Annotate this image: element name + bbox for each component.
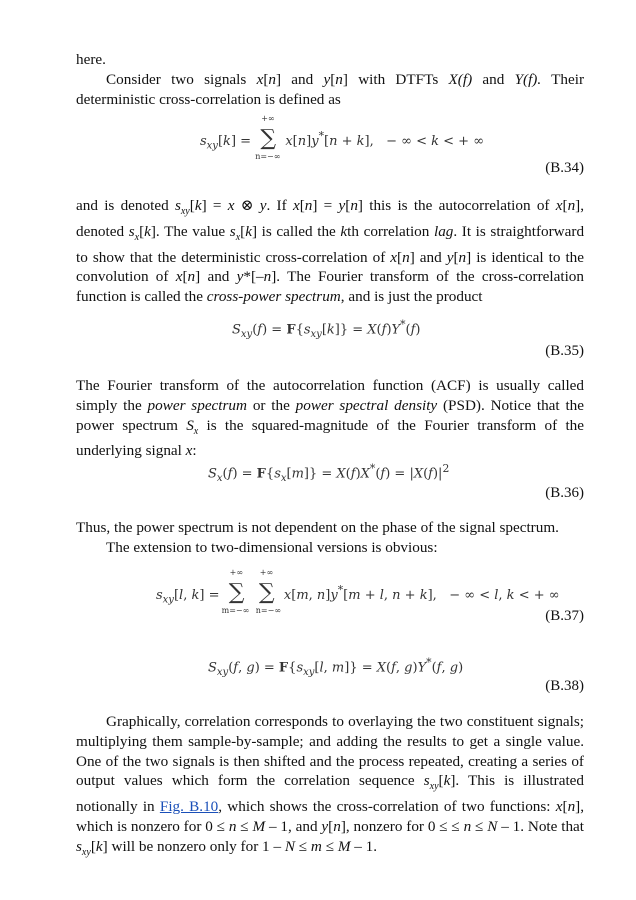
- figure-link[interactable]: Fig. B.10: [159, 798, 219, 816]
- paragraph-graphically: Graphically, correlation corresponds to overlaying the two constituent signals; multiplying them sample-by-sample; and adding the results to get a single value. One of the two signals is then shifted and the process repeated, creating a series of output values which form the correlation sequence $s_{xy}[k]$. This is illustrated notionally in Fig. B.10, which shows the cross-correlation of two functions: x[n], which is nonzero for 0 ≤ n ≤ M – 1, and y[n], nonzero for 0 ≤ ≤ n ≤ N – 1. Note that $s_{xy}[k]$ will be nonzero only for 1 – N ≤ m ≤ M – 1.: [76, 713, 585, 858]
- equation-b38: $S_{xy}(f$, $g) = F\{s_{xy}[l$, m]} = X(f, g)Y*(f, g): [208, 656, 464, 678]
- paragraph-extension: The extension to two-dimensional versions is obvious:: [106, 539, 438, 556]
- equation-label-b37: (B.37): [545, 608, 584, 624]
- equation-b37: $s_{xy}[l$, k] = +∞ ∑ m=−∞ +∞ ∑ n=−∞ x[m, n]y*[m + l, n + k], − ∞ < l, k < + ∞: [156, 568, 560, 615]
- paragraph-denoted: and is denoted $s_{xy}[k] = x$ ⊗ y. If x[n] = y[n] this is the autocorrelation of x[n], denoted $s_x[k]$. The value $s_x[k]$ is called the kth correlation lag. It is straightforward to show that the deterministic cross-correlation of x[n] and y[n] is identical to the convolution of x[n] and y*[–n]. The Fourier transform of the cross-correlation function is called the cross-power spectrum, and is just the product: [76, 197, 585, 306]
- equation-label-b36: (B.36): [545, 485, 584, 501]
- paragraph-consider: Consider two signals x[n] and y[n] with DTFTs X(f) and Y(f). Their deterministic cross-correlation is defined as: [76, 71, 585, 108]
- equation-b34: $s_{xy}[k]$ = +∞ ∑ n=−∞ x[n]y*[n + k], − ∞ < k < + ∞: [200, 114, 485, 161]
- paragraph-here: here.: [76, 51, 106, 68]
- equation-label-b38: (B.38): [545, 678, 584, 694]
- paragraph-thus: Thus, the power spectrum is not dependent on the phase of the signal spectrum.: [76, 519, 559, 536]
- equation-label-b35: (B.35): [545, 343, 584, 359]
- paragraph-acf: The Fourier transform of the autocorrelation function (ACF) is usually called simply the power spectrum or the power spectral density (PSD). Notice that the power spectrum $S_x$ is the squared-magnitude of the Fourier transform of the underlying signal x:: [76, 377, 585, 460]
- equation-b36: $S_x(f) = F\{s_x[m]\} = X(f)X^*(f) = |X(f)|^2$: [208, 462, 450, 484]
- equation-label-b34: (B.34): [545, 160, 584, 176]
- equation-b35: $S_{xy}(f) = F\{s_{xy}[k]\} = X(f)Y^*(f)$: [232, 318, 421, 340]
